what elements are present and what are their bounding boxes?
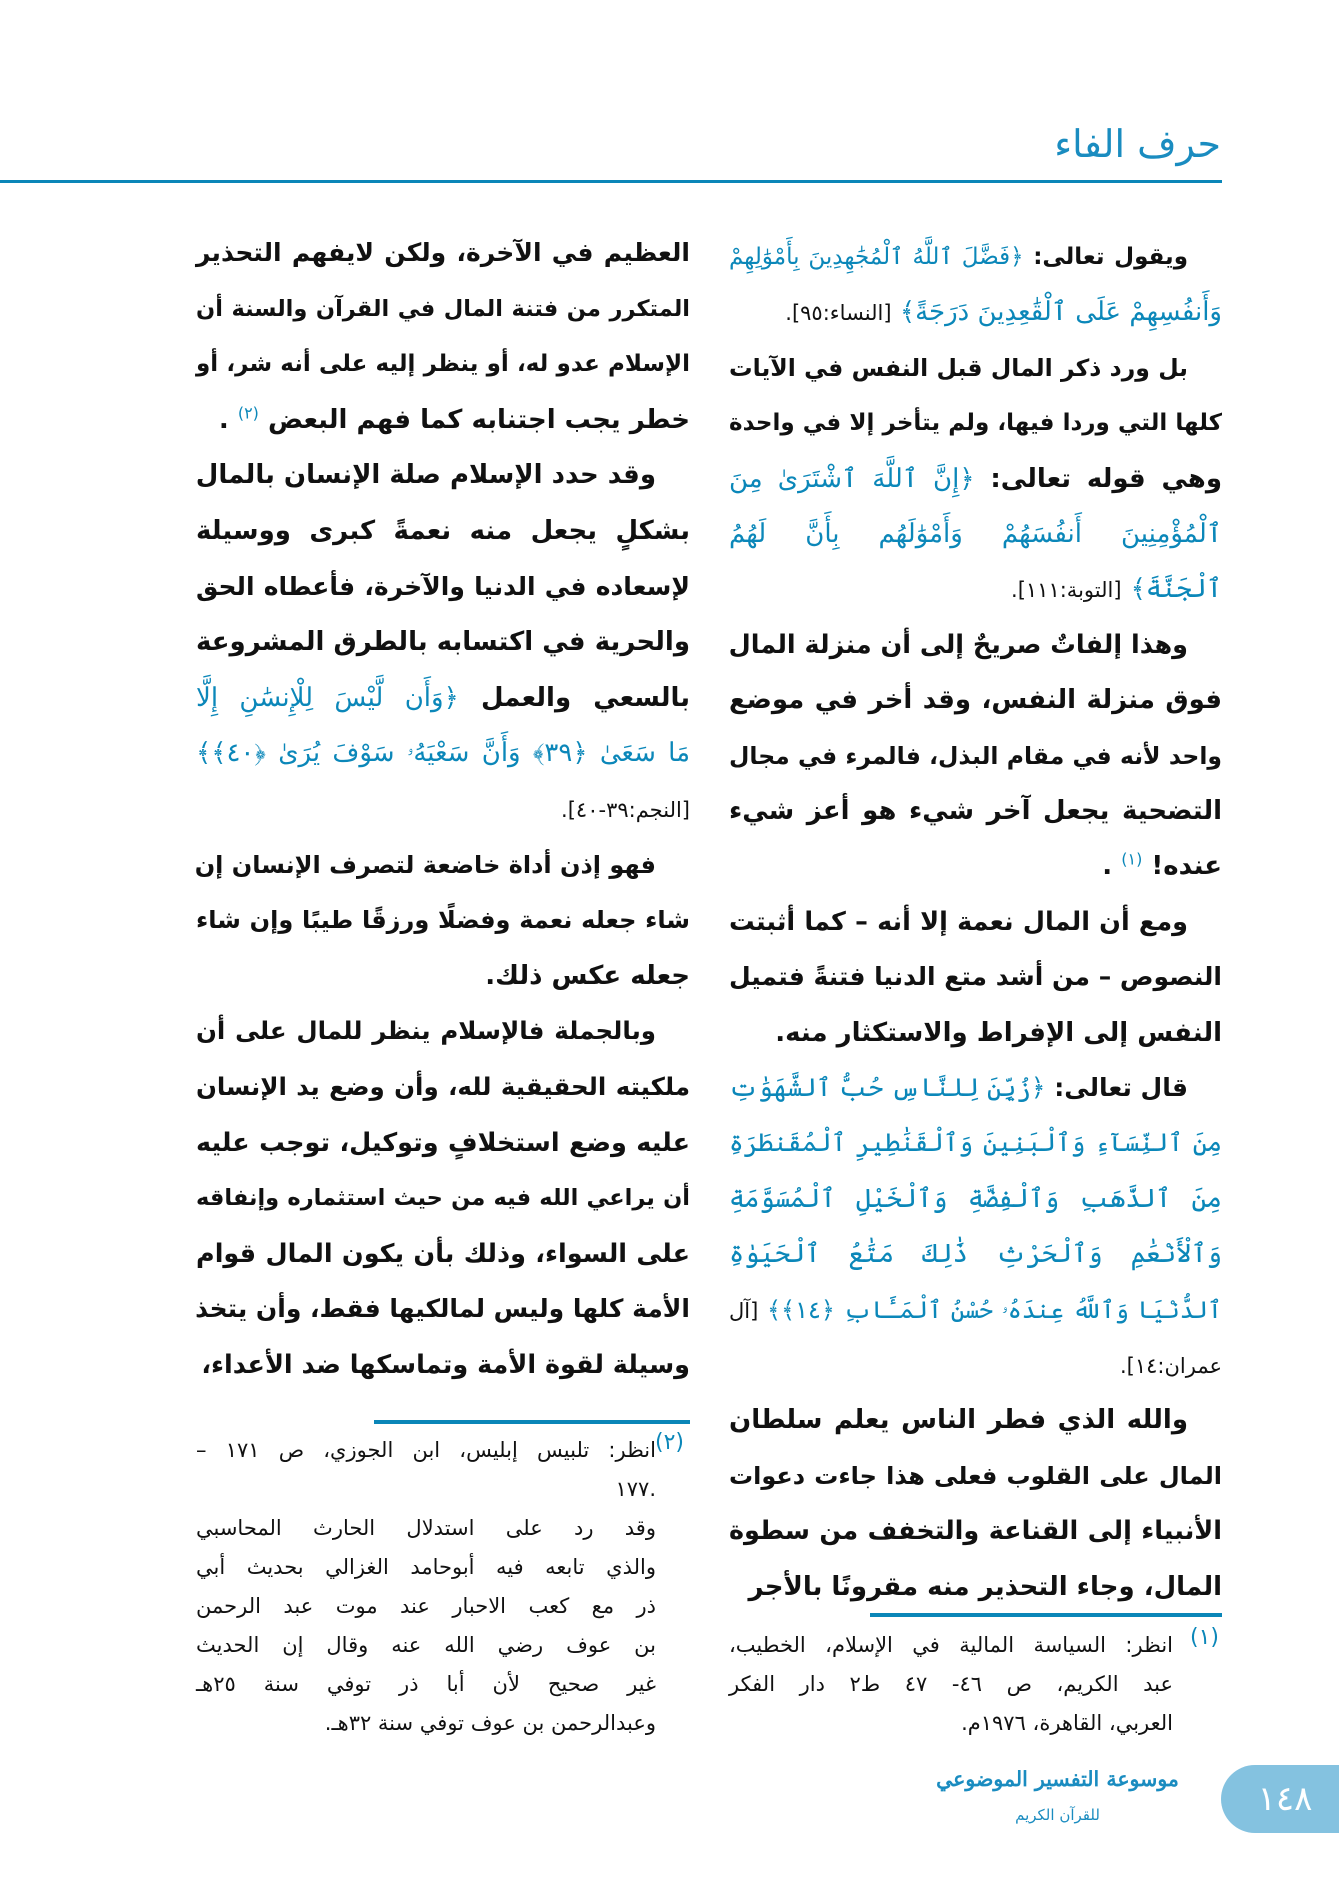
text-line [729, 672, 1222, 728]
body-text: النفس إلى الإفراط والاستكثار منه. [775, 1017, 1222, 1048]
text-line [729, 229, 1222, 285]
body-text: عنده! [1151, 851, 1222, 882]
text-line [729, 1448, 1222, 1504]
body-text: خطر يجب اجتنابه كما فهم البعض [267, 404, 690, 435]
body-text: وسيلة لقوة الأمة وتماسكها ضد الأعداء، [201, 1350, 690, 1380]
body-text: المتكرر من فتنة المال في القرآن والسنة أن [196, 295, 690, 322]
quran-verse: مَا سَعَىٰ ﴿٣٩﴾ وَأَنَّ سَعْيَهُۥ سَوْفَ يُرَىٰ ﴿٤٠﴾﴾ [196, 738, 690, 769]
text-line [196, 1226, 690, 1282]
logo-title: موسوعة التفسير الموضوعي [936, 1767, 1179, 1791]
encyclopedia-logo [934, 1753, 1181, 1843]
footnote-marker-1: (١) [1190, 1625, 1220, 1650]
verse-reference: عمران:١٤]. [1119, 1354, 1222, 1378]
quran-verse: مِنَ ٱلنِّسَآءِ وَٱلْبَنِينَ وَٱلْقَنَٰطِيرِ ٱلْمُقَنطَرَةِ [729, 1128, 1222, 1158]
footnote-line: وقد رد على استدلال الحارث المحاسبي [196, 1516, 656, 1540]
body-text: عليه وضع استخلافٍ وتوكيل، توجب عليه [196, 1127, 690, 1158]
text-line [729, 1559, 1222, 1615]
text-line [729, 561, 1222, 617]
footnote-line: والذي تابعه فيه أبوحامد الغزالي بحديث أبي [196, 1555, 656, 1579]
text-line [729, 1115, 1222, 1171]
text-line [729, 284, 1222, 340]
body-text: كلها التي وردا فيها، ولم يتأخر إلا في واحدة [729, 410, 1222, 437]
footnote-line: عبد الكريم، ص ٤٦- ٤٧ ط٢ دار الفكر [729, 1672, 1173, 1696]
text-line [196, 392, 690, 448]
body-text: والله الذي فطر الناس يعلم سلطان [729, 1405, 1188, 1436]
text-line [196, 503, 690, 559]
quran-verse: وَأَنفُسِهِمْ عَلَى ٱلْقَٰعِدِينَ دَرَجَةً﴾ [891, 297, 1222, 328]
footnote-line: .١٧٧ [615, 1477, 656, 1501]
footnote-line: وعبدالرحمن بن عوف توفي سنة ٣٢هـ. [324, 1711, 656, 1735]
text-line [729, 506, 1222, 562]
verse-reference: [النجم:٣٩-٤٠]. [561, 798, 690, 822]
text-line [729, 395, 1222, 451]
body-text: الإسلام عدو له، أو ينظر إليه على أنه شر، أو [196, 351, 690, 378]
verse-reference: [آل [729, 1298, 759, 1323]
logo-subtitle: للقرآن الكريم [1015, 1806, 1100, 1824]
text-line [729, 1060, 1222, 1116]
body-text: قال تعالى: [1045, 1073, 1188, 1102]
footnote-line: ذر مع كعب الاحبار عند موت عبد الرحمن [196, 1594, 656, 1618]
text-line [196, 1059, 690, 1115]
text-line [196, 725, 690, 781]
footnote-separator-right [870, 1613, 1222, 1617]
footnote-line: انظر: السياسة المالية في الإسلام، الخطيب، [729, 1633, 1173, 1657]
footnote-line: العربي، القاهرة، ١٩٧٦م. [961, 1711, 1173, 1735]
footnote-separator-left [374, 1420, 690, 1424]
chapter-title: حرف الفاء [1054, 122, 1221, 166]
text-line [196, 892, 690, 948]
body-text: التضحية يجعل آخر شيء هو أعز شيء [729, 796, 1222, 826]
text-line [196, 336, 690, 392]
text-line [196, 837, 690, 893]
text-line [196, 948, 690, 1004]
body-text: ويقول تعالى: [1023, 244, 1188, 270]
text-line [196, 781, 690, 837]
text-line [729, 783, 1222, 839]
quran-verse: مِنَ ٱلذَّهَبِ وَٱلْفِضَّةِ وَٱلْخَيْلِ ٱلْمُسَوَّمَةِ [729, 1183, 1222, 1214]
text-line [729, 1503, 1222, 1559]
text-line [729, 1226, 1222, 1282]
footnote-ref: (١) [1121, 849, 1143, 869]
text-line [196, 1003, 690, 1059]
text-line [196, 225, 690, 281]
text-line [196, 1337, 690, 1393]
text-line [729, 451, 1222, 507]
page-number: ١٤٨ [1257, 1779, 1313, 1819]
body-text: شاء جعله نعمة وفضلًا ورزقًا طيبًا وإن شاء [196, 906, 690, 935]
body-text: الأنبياء إلى القناعة والتخفف من سطوة [729, 1516, 1222, 1547]
footnote-line: انظر: تلبيس إبليس، ابن الجوزي، ص ١٧١ – [196, 1438, 656, 1462]
body-text: . [1102, 851, 1113, 882]
text-line [729, 949, 1222, 1005]
body-text: ومع أن المال نعمة إلا أنه – كما أثبتت [729, 906, 1188, 937]
quran-verse: ﴿فَضَّلَ ٱللَّهُ ٱلْمُجَٰهِدِينَ بِأَمْوَٰلِهِمْ [729, 244, 1024, 270]
body-text: على السواء، وذلك بأن يكون المال قوام [196, 1238, 690, 1269]
text-line [196, 614, 690, 670]
text-line [729, 1392, 1222, 1448]
body-text: لإسعاده في الدنيا والآخرة، فأعطاه الحق [196, 571, 690, 601]
text-line [196, 670, 690, 726]
body-text: المال على القلوب فعلى هذا جاءت دعوات [729, 1461, 1222, 1490]
text-line [196, 1281, 690, 1337]
body-text: والحرية في اكتسابه بالطرق المشروعة [196, 627, 690, 658]
body-text: واحد لأنه في مقام البذل، فالمرء في مجال [729, 741, 1222, 770]
text-line [729, 894, 1222, 950]
quran-verse: ٱلْجَنَّةَ﴾ [1130, 574, 1222, 605]
body-text: فوق منزلة النفس، وقد أخر في موضع [729, 685, 1222, 716]
body-text: العظيم في الآخرة، ولكن لايفهم التحذير [196, 238, 690, 267]
body-text: جعله عكس ذلك. [485, 960, 690, 991]
body-text: وقد حدد الإسلام صلة الإنسان بالمال [195, 460, 656, 491]
body-text: فهو إذن أداة خاضعة لتصرف الإنسان إن [194, 850, 656, 879]
body-text: وهي قوله تعالى: [974, 463, 1222, 494]
quran-verse: ٱلدُّنْيَا وَٱللَّهُ عِندَهُۥ حُسْنُ ٱلْمَـَٔابِ ﴿١٤﴾﴾ [758, 1295, 1222, 1324]
quran-verse: ٱلْمُؤْمِنِينَ أَنفُسَهُمْ وَأَمْوَٰلَهُم بِأَنَّ لَهُمُ [729, 519, 1222, 549]
text-line [196, 1115, 690, 1171]
quran-verse: ﴿زُيِّنَ لِلنَّاسِ حُبُّ ٱلشَّهَوَٰتِ [728, 1073, 1046, 1102]
body-text: بشكلٍ يجعل منه نعمةً كبرى ووسيلة [196, 516, 690, 546]
text-line [729, 617, 1222, 673]
body-text: وبالجملة فالإسلام ينظر للمال على أن [196, 1016, 656, 1046]
text-line [196, 447, 690, 503]
body-text: . [218, 404, 229, 435]
footnote-ref: (٢) [237, 403, 259, 423]
text-line [196, 281, 690, 337]
text-line [729, 340, 1222, 396]
body-text: النصوص – من أشد متع الدنيا فتنةً فتميل [728, 962, 1222, 992]
quran-verse: ﴿إِنَّ ٱللَّهَ ٱشْتَرَىٰ مِنَ [729, 463, 975, 494]
text-line [729, 1337, 1222, 1393]
verse-reference: [النساء:٩٥]. [785, 301, 892, 326]
text-line [196, 559, 690, 615]
body-text: المال، وجاء التحذير منه مقرونًا بالأجر [748, 1571, 1222, 1602]
text-line [729, 1005, 1222, 1061]
body-text: أن يراعي الله فيه من حيث استثماره وإنفاقه [196, 1185, 690, 1212]
quran-verse: وَٱلْأَنْعَٰمِ وَٱلْحَرْثِ ذَٰلِكَ مَتَٰعُ ٱلْحَيَوٰةِ [729, 1239, 1222, 1270]
text-line [729, 1171, 1222, 1227]
footnote-line: غير صحيح لأن أبا ذر توفي سنة ٢٥هـ [196, 1672, 656, 1696]
body-text: الأمة كلها وليس لمالكيها فقط، وأن يتخذ [195, 1294, 690, 1324]
footnote-marker-2: (٢) [655, 1430, 685, 1455]
body-text: وهذا إلفاتٌ صريحٌ إلى أن منزلة المال [728, 629, 1188, 660]
text-line [729, 838, 1222, 894]
quran-verse: ﴿وَأَن لَّيْسَ لِلْإِنسَٰنِ إِلَّا [196, 682, 459, 713]
footnote-line: بن عوف رضي الله عنه وقال إن الحديث [196, 1633, 656, 1657]
text-line [729, 728, 1222, 784]
body-text: ملكيته الحقيقية لله، وأن وضع يد الإنسان [196, 1072, 690, 1101]
verse-reference: [التوبة:١١١]. [1011, 578, 1122, 603]
body-text: بل ورد ذكر المال قبل النفس في الآيات [729, 353, 1188, 382]
header-divider [0, 180, 1222, 183]
body-text: بالسعي والعمل [458, 682, 691, 713]
text-line [196, 1170, 690, 1226]
text-line [729, 1282, 1222, 1338]
